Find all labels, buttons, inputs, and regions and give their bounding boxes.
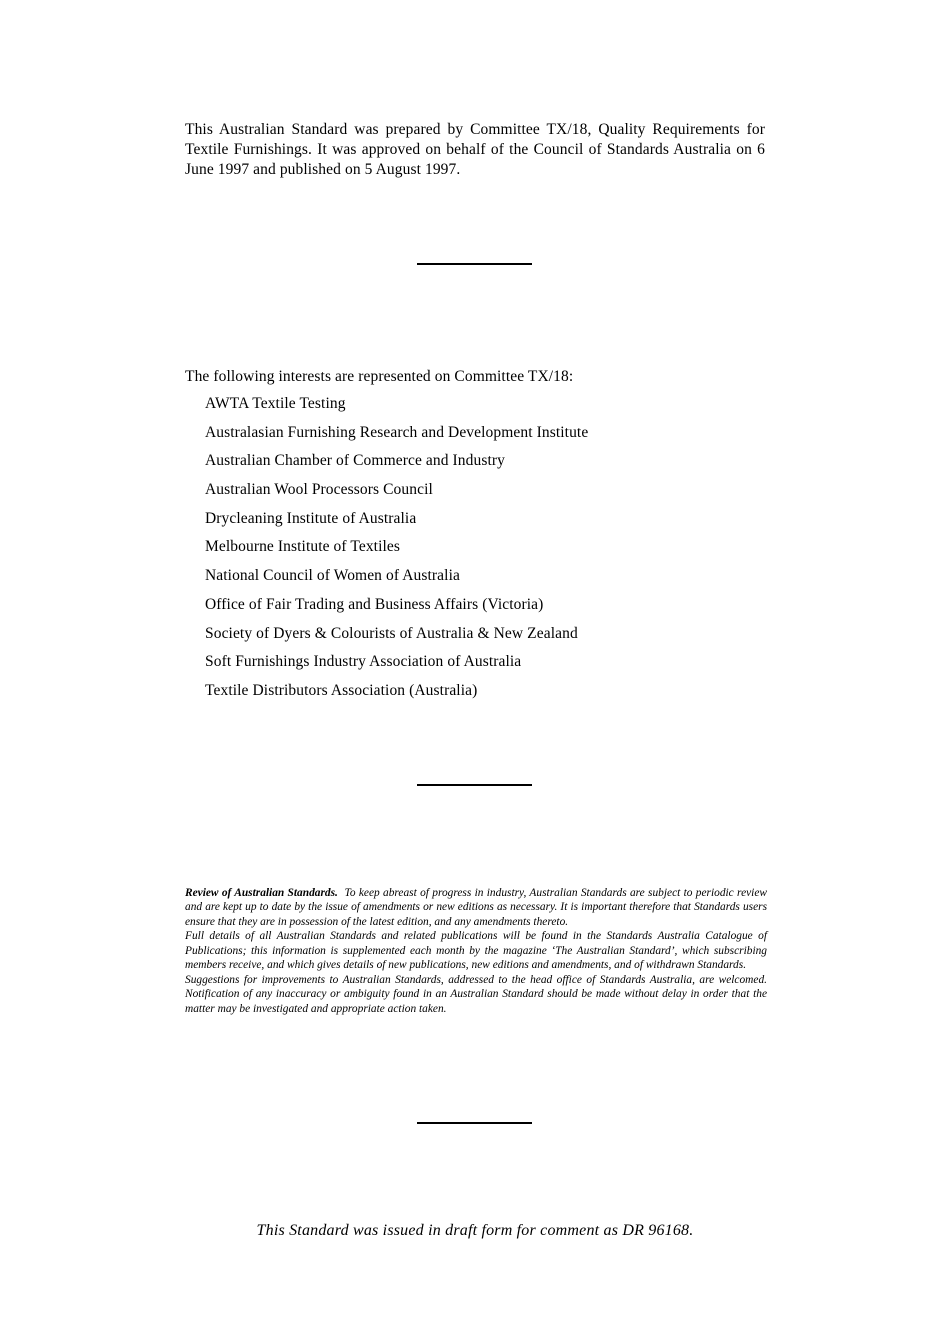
review-paragraph-1-text: To keep abreast of progress in industry, Australian Standards are subject to periodic review and are kept up to date by the issue of amendments or new editions as necessary. It is important therefore that Standards users ensure that they are in possession of the latest edition, and any amendments thereto. <box>185 887 767 928</box>
list-item: Melbourne Institute of Textiles <box>205 538 401 556</box>
preparation-paragraph: This Australian Standard was prepared by Committee TX/18, Quality Requirements for Textile Furnishings. It was approved on behalf of the Council of Standards Australia on 6 June 1997 and published on 5 August 1997. <box>185 121 765 179</box>
preparation-block <box>185 120 765 180</box>
review-paragraph-3: Suggestions for improvements to Australian Standards, addressed to the head office of Standards Australia, are welcomed. Notification of any inaccuracy or ambiguity found in an Australian Standard should be made without delay in order that the matter may be investigated and appropriate action taken. <box>185 973 767 1015</box>
list-item: Office of Fair Trading and Business Affairs (Victoria) <box>205 595 544 613</box>
draft-form-note: This Standard was issued in draft form for comment as DR 96168. <box>256 1222 694 1239</box>
list-item: Drycleaning Institute of Australia <box>205 509 417 527</box>
list-item: Society of Dyers & Colourists of Australia & New Zealand <box>205 624 578 642</box>
review-paragraph-1 <box>185 886 767 929</box>
list-item: Textile Distributors Association (Australia) <box>205 681 478 699</box>
review-heading: Review of Australian Standards. <box>185 887 338 899</box>
list-item: Australian Wool Processors Council <box>205 481 433 499</box>
list-item: Australian Chamber of Commerce and Industry <box>205 452 506 470</box>
review-of-standards-block <box>185 886 767 1016</box>
review-paragraph-2: Full details of all Australian Standards and related publications will be found in the Standards Australia Catalogue of Publications; this information is supplemented each month by the magazine ‘The Australian Standard’, which subscribing members receive, and which gives details of new publications, new editions and amendments, and of withdrawn Standards. <box>185 930 767 972</box>
section-divider-rule-bottom <box>417 1122 532 1124</box>
interests-list <box>205 396 805 712</box>
list-item: AWTA Textile Testing <box>205 395 346 412</box>
section-divider-rule-top <box>417 263 532 265</box>
list-item: National Council of Women of Australia <box>205 567 460 585</box>
interests-intro-text: The following interests are represented on Committee TX/18: <box>185 368 574 385</box>
list-item: Soft Furnishings Industry Association of Australia <box>205 653 522 671</box>
section-divider-rule-middle <box>417 784 532 786</box>
list-item: Australasian Furnishing Research and Development Institute <box>205 423 589 441</box>
